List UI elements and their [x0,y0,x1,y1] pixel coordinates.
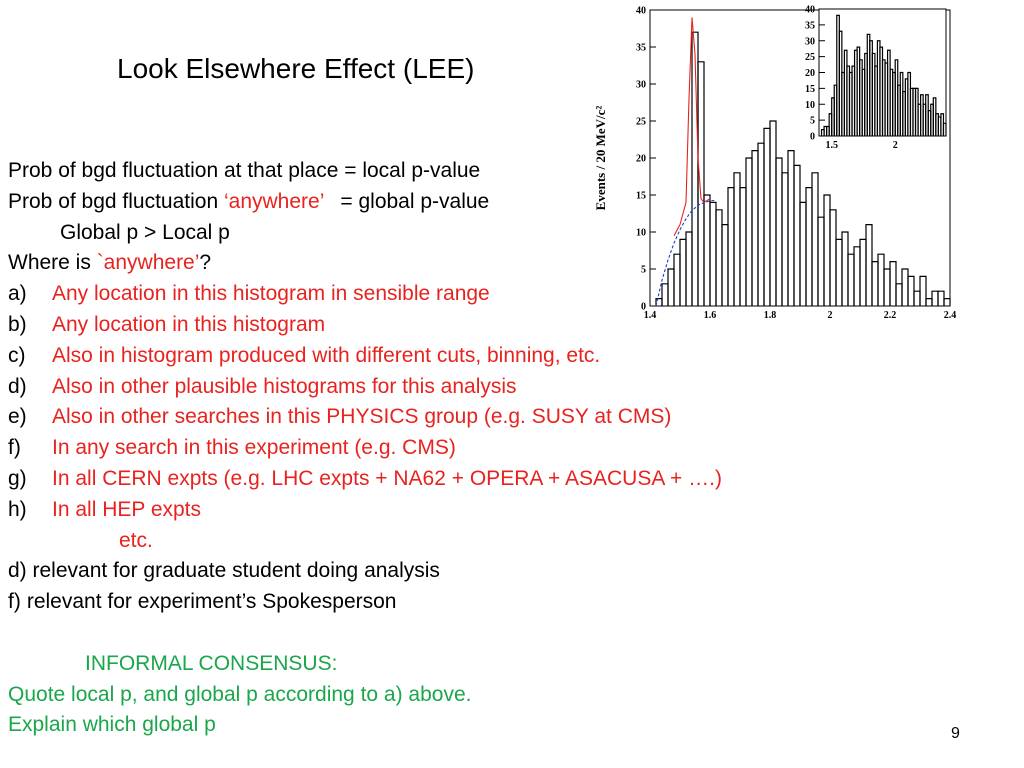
local-p-definition: Prob of bgd fluctuation at that place = local p-value [8,159,481,182]
where-suffix: ? [199,251,212,275]
note-f-text: relevant for experiment’s Spokesperson [26,590,397,614]
note-f-label: f) [8,590,21,614]
note-spokesperson [8,587,768,618]
main-x-tick-label: 1.8 [763,310,777,321]
list-item-text: Also in histogram produced with different cuts, binning, etc. [52,343,601,367]
main-y-tick-label: 35 [636,42,646,54]
list-item [8,372,768,403]
inset-y-tick-label: 35 [805,20,815,32]
main-x-tick-label: 1.4 [643,310,657,321]
global-p-prefix: Prob of bgd fluctuation [8,189,224,213]
list-item-text: In any search in this experiment (e.g. CMS) [52,436,456,460]
inset-y-tick-label: 0 [810,131,815,143]
consensus-heading: INFORMAL CONSENSUS: [85,651,338,675]
inset-y-tick-label: 10 [805,99,815,111]
etc-line: etc. [119,528,153,552]
where-prefix: Where is [8,251,97,275]
main-y-tick-label: 30 [636,79,646,91]
main-y-tick-label: 20 [636,153,646,165]
global-p-suffix: = global p-value [340,189,490,213]
inset-y-tick-label: 20 [805,68,815,79]
list-item-label: a) [8,282,27,306]
global-vs-local: Global p > Local p [60,220,230,244]
list-item [8,495,768,526]
list-item [8,464,768,495]
inset-y-tick-label: 25 [805,52,815,64]
list-item-text: Also in other searches in this PHYSICS group (e.g. SUSY at CMS) [52,405,672,429]
consensus-line-2: Explain which global p [8,713,216,737]
inset-x-tick-label: 1.5 [825,140,838,151]
main-y-tick-label: 25 [636,116,646,128]
slide-title: Look Elsewhere Effect (LEE) [117,53,475,84]
list-item [8,433,768,464]
list-item-label: c) [8,343,26,367]
list-item-label: d) [8,374,27,398]
histogram-svg [588,0,968,345]
anywhere-highlight: `anywhere’ [96,251,200,275]
histogram-figure [588,0,968,345]
main-y-tick-label: 40 [636,5,646,17]
main-x-tick-label: 2.2 [883,310,897,321]
main-x-tick-label: 2.4 [943,310,957,321]
list-item [8,402,768,433]
consensus-line-1: Quote local p, and global p according to a) above. [8,682,472,706]
list-item-text: Also in other plausible histograms for this analysis [52,374,517,398]
main-y-tick-label: 5 [641,264,646,276]
list-item-label: h) [8,497,27,521]
list-item-text: Any location in this histogram in sensible range [52,282,490,306]
list-item-text: Any location in this histogram [52,312,326,336]
anywhere-quoted: ‘anywhere’ [223,189,325,213]
main-y-axis-label: Events / 20 MeV/c² [593,105,608,211]
main-y-tick-label: 15 [636,190,646,202]
page-number: 9 [951,725,960,742]
inset-y-tick-label: 40 [805,4,815,16]
inset-x-tick-label: 2 [892,140,898,151]
main-x-tick-label: 2 [827,310,833,321]
list-item-label: f) [8,436,21,460]
main-x-tick-label: 1.6 [703,310,717,321]
inset-y-tick-label: 30 [805,36,815,48]
list-item-text: In all HEP expts [52,497,202,521]
list-item [8,341,768,372]
list-item-label: g) [8,466,27,490]
note-graduate-student: d) relevant for graduate student doing analysis [8,559,440,583]
list-item-label: e) [8,405,27,429]
inset-y-tick-label: 5 [810,115,815,127]
inset-y-tick-label: 15 [805,83,815,95]
list-item-label: b) [8,312,27,336]
list-item-text: In all CERN expts (e.g. LHC expts + NA62 + OPERA + ASACUSA + ….) [52,466,722,490]
main-y-tick-label: 0 [641,301,646,313]
main-y-tick-label: 10 [636,227,646,239]
